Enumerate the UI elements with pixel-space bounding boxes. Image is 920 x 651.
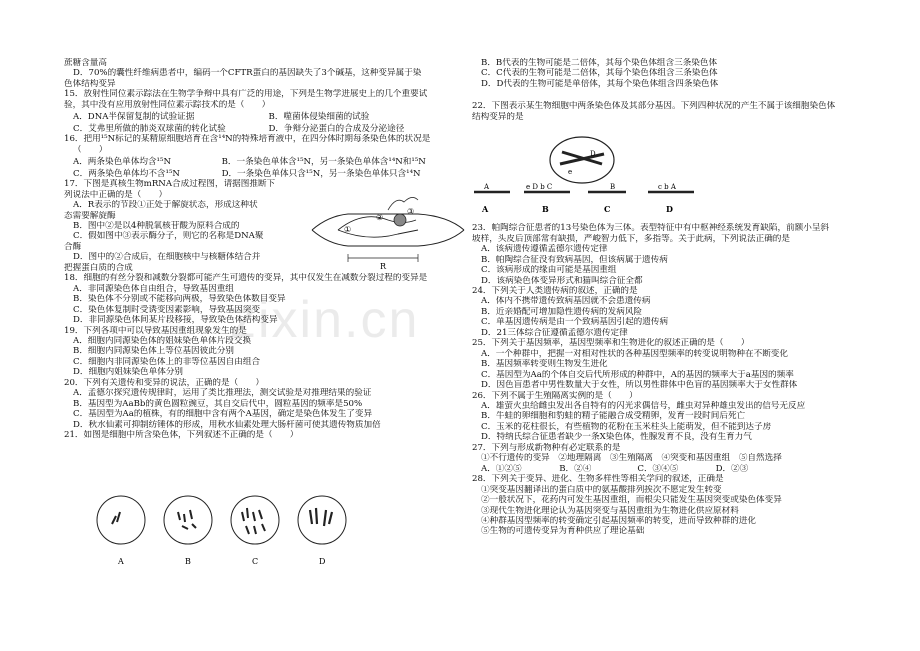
option-b: B．一条染色单体含¹⁵N，另一条染色单体含¹⁴N和¹⁵N — [221, 157, 426, 168]
statement-2: ②一般状况下，花药内可发生基因重组，而根尖只能发生基因突变或染色体变异 — [481, 495, 782, 506]
question-17-cont: 列说法中正确的是（ ） — [64, 189, 168, 200]
question-17: 17．下图是真核生物mRNA合成过程图，请据图推断下 — [64, 179, 276, 190]
gene-label: B — [610, 183, 616, 191]
option-b: B．近亲婚配可增加隐性遗传病的发病风险 — [481, 306, 643, 317]
option-d-cont: 把握蛋白质的合成 — [64, 262, 133, 273]
gene-label: A — [484, 183, 490, 191]
option-a: A．孟德尔探究遗传规律时，运用了类比推理法，测交试验是对推理结果的验证 — [73, 388, 372, 399]
question-16-options-2 — [64, 167, 464, 179]
gene-label: e D b C — [526, 183, 553, 191]
question-23: 23．帕陶综合征患者的13号染色体为三体。表型特征中有中枢神经系统发育缺陷，前额小呈斜 — [472, 223, 830, 234]
figure-17-transcription — [308, 190, 468, 270]
statement-1: ①突变基因翻译出的蛋白质中的氨基酸排列挨次不愿定发生转变 — [481, 484, 722, 495]
option-b: B．基因型为AaBb的黄色圆粒豌豆，其自交后代中，圆粒基因的频率是50% — [73, 398, 363, 409]
option-c: C．单基因遗传病是由一个致病基因引起的遗传病 — [481, 317, 669, 328]
question-15: 15．放射性同位素示踪法在生物学争辩中具有广泛的用途，下列是生物学进展史上的几个重要试 — [64, 89, 428, 100]
option-c: C．艾弗里所做的肺炎双球菌的转化试验 — [73, 124, 226, 135]
cell-b — [164, 496, 212, 566]
cell-a — [97, 496, 145, 566]
option-b: B．牛蛙的卵细胞和豹蛙的精子能融合成受精卵，发育一段时间后死亡 — [481, 411, 746, 422]
cell-a-label: A — [118, 557, 124, 566]
variant-a-label: A — [482, 204, 489, 214]
option-d: D．②③ — [715, 463, 749, 474]
option-c: C．基因型为Aa的植株，有的细胞中含有两个A基因，确定是染色体发生了变异 — [73, 409, 373, 420]
question-20: 20．下列有关遗传和变异的说法，正确的是（ ） — [64, 377, 264, 388]
option-b: B．染色体不分别或不能移向两极，导致染色体数目变异 — [73, 294, 286, 305]
option-a: A．该病遗传遵循孟德尔遗传定律 — [481, 244, 608, 255]
option-b: B．噬菌体侵染细菌的试验 — [268, 112, 370, 123]
option-d: D．非同源染色体间某片段移接，导致染色体结构变异 — [73, 315, 278, 326]
cell-d — [298, 496, 346, 566]
text-line: 色体结构变异 — [64, 78, 116, 89]
option-a: A．体内不携带遗传致病基因就不会患遗传病 — [481, 296, 651, 307]
question-22-cont: 结构变异的是 — [472, 111, 524, 122]
question-19: 19．下列各项中可以导致基因重组现象发生的是 — [64, 325, 247, 336]
cell-c-label: C — [252, 557, 259, 566]
question-27-items: ①不行遗传的变异 ②地理隔离 ③生殖隔离 ④突变和基因重组 ⑤自然选择 — [481, 453, 782, 464]
question-27-options — [472, 464, 872, 474]
option-a: A．两条染色单体均含¹⁵N — [73, 157, 171, 168]
figure-22-chromosomes — [470, 134, 710, 220]
option-d: D．21三体综合征遵循孟德尔遗传定律 — [481, 327, 628, 338]
question-23-cont: 坡样，头皮后顶部常有缺损，严峻智力低下，多指等。关于此病，下列说法正确的是 — [472, 233, 790, 244]
cell-d-label: D — [319, 557, 326, 566]
option-a: A．一个种群中，把握一对相对性状的各种基因型频率的转变说明物种在不断变化 — [481, 348, 788, 359]
question-16-options-1 — [64, 155, 464, 167]
option-d: D．该病染色体变异形式和猫叫综合征全都 — [481, 275, 643, 286]
label-2: ② — [376, 213, 384, 222]
option-a-cont: 态需要解旋酶 — [64, 210, 116, 221]
variant-b — [524, 183, 570, 214]
question-16-cont: （ ） — [73, 144, 108, 155]
option-b: B．②④ — [559, 463, 592, 474]
question-27: 27．下列与形成新物种有必定联系的是 — [472, 442, 621, 453]
option-b: B．基因频率转变则生物发生进化 — [481, 359, 608, 370]
option-b: B．图中②是以4种脱氧核苷酸为原料合成的 — [73, 220, 240, 231]
question-21: 21．如图是细胞中所含染色体，下列叙述不正确的是（ ） — [64, 430, 299, 441]
gene-top-d: D — [590, 150, 596, 158]
option-d: D．一条染色单体只含¹⁵N，另一条染色单体只含¹⁴N — [221, 169, 421, 180]
statement-5: ⑤生物的可遗传变异为育种供应了理论基础 — [481, 526, 645, 537]
option-d: D．争辩分泌蛋白的合成及分泌途径 — [268, 124, 405, 135]
option-c: C．玉米的花柱很长，有些植物的花粉在玉米柱头上能萌发，但不能到达子房 — [481, 421, 772, 432]
question-16: 16．把用¹⁵N标记的某精原细胞培育在含¹⁴N的特殊培育液中，在四分体时期每条染色体的状况是 — [64, 134, 431, 145]
option-a: A．非同源染色体自由组合，导致基因重组 — [73, 283, 234, 294]
option-c: C．两条染色单体均不含¹⁵N — [73, 169, 180, 180]
figure-21-cells — [96, 490, 356, 570]
question-15-options-1 — [64, 110, 464, 122]
option-b: B．帕陶综合征没有致病基因，但该病属于遗传病 — [481, 254, 668, 265]
gene-top-e: e — [568, 168, 573, 176]
question-15-cont: 验，其中没有应用放射性同位素示踪技术的是（ ） — [64, 99, 271, 110]
option-a: A．①②⑤ — [481, 463, 522, 474]
watermark: zixin.cn — [230, 291, 420, 349]
gene-label: c b A — [658, 183, 676, 191]
q21-option-c: C．C代表的生物可能是二倍体，其每个染色体组含三条染色体 — [481, 68, 718, 79]
option-c: C．细胞内非同源染色体上的非等位基因自由组合 — [73, 356, 261, 367]
statement-3: ③现代生物进化理论认为基因突变与基因重组为生物进化供应原材料 — [481, 505, 739, 516]
option-c: C．基因型为Aa的个体自交后代所形成的种群中，A的基因的频率大于a基因的频率 — [481, 369, 794, 380]
option-a: A．R表示的节段①正处于解旋状态，形成这种状 — [73, 200, 258, 211]
question-18: 18．细胞的有丝分裂和减数分裂都可能产生可遗传的变异，其中仅发生在减数分裂过程的变异是 — [64, 273, 428, 284]
reference-cell — [550, 137, 614, 183]
option-b: B．细胞内同源染色体上等位基因彼此分别 — [73, 346, 235, 357]
question-22: 22．下图表示某生物细胞中两条染色体及其部分基因。下列四种状况的产生不属于该细胞染色体 — [472, 101, 836, 112]
option-c-cont: 合酶 — [64, 241, 82, 252]
option-d: D．特纳氏综合征患者缺少一条X染色体，性腺发育不良，没有生育力气 — [481, 432, 752, 443]
label-r: R — [380, 262, 387, 270]
q21-option-d: D．D代表的生物可能是单倍体，其每个染色体组含四条染色体 — [481, 78, 719, 89]
text-line: D．70%的囊性纤维病患者中，编码一个CFTR蛋白的基因缺失了3个碱基，这种变异属于染 — [73, 68, 422, 79]
variant-c-label: C — [604, 204, 611, 214]
option-c: C．该病形成的缘由可能是基因重组 — [481, 265, 617, 276]
option-c: C．③④⑤ — [637, 463, 679, 474]
label-1: ① — [344, 225, 352, 234]
variant-a — [474, 183, 510, 214]
option-d: D．秋水仙素可抑制纺锤体的形成，用秋水仙素处理大肠杆菌可使其遗传物质加倍 — [73, 419, 381, 430]
q21-option-b: B．B代表的生物可能是二倍体，其每个染色体组含三条染色体 — [481, 58, 718, 68]
option-a: A．细胞内同源染色体的姐妹染色单体片段交换 — [73, 335, 252, 346]
variant-b-label: B — [542, 204, 549, 214]
option-c: C．染色体复制时受诱变因素影响，导致基因突变 — [73, 304, 261, 315]
cell-b-label: B — [185, 557, 191, 566]
question-26: 26．下列不属于生殖隔离实例的是（ ） — [472, 390, 638, 401]
question-25: 25．下列关于基因频率，基因型频率和生物进化的叙述正确的是（ ） — [472, 338, 750, 349]
option-a: A．DNA半保留复制的试验证据 — [73, 112, 195, 123]
question-24: 24．下列关于人类遗传病的叙述，正确的是 — [472, 285, 638, 296]
option-d: D．因色盲患者中男性数量大于女性，所以男性群体中色盲的基因频率大于女性群体 — [481, 380, 798, 391]
statement-4: ④种群基因型频率的转变确定引起基因频率的转变，进而导致种群的进化 — [481, 515, 757, 526]
label-3: ③ — [407, 207, 415, 216]
text-line: 蔗糖含量高 — [64, 58, 107, 68]
question-15-options-2 — [64, 122, 464, 134]
variant-d-label: D — [666, 204, 673, 214]
question-28: 28．下列关于变异、进化、生物多样性等相关学问的叙述，正确是 — [472, 474, 724, 485]
variant-c — [588, 183, 626, 214]
option-a: A．雄萤火虫给雌虫发出各自特有的闪光求偶信号，雌虫对异种雄虫发出的信号无反应 — [481, 400, 806, 411]
variant-d — [648, 183, 694, 214]
cell-c — [231, 496, 279, 566]
right-column — [472, 58, 872, 537]
option-d: D．细胞内姐妹染色单体分别 — [73, 367, 184, 378]
option-d: D．图中的②合成后，在细胞核中与核糖体结合并 — [73, 252, 261, 263]
option-c: C．假如图中③表示酶分子，则它的名称是DNA聚 — [73, 231, 264, 242]
